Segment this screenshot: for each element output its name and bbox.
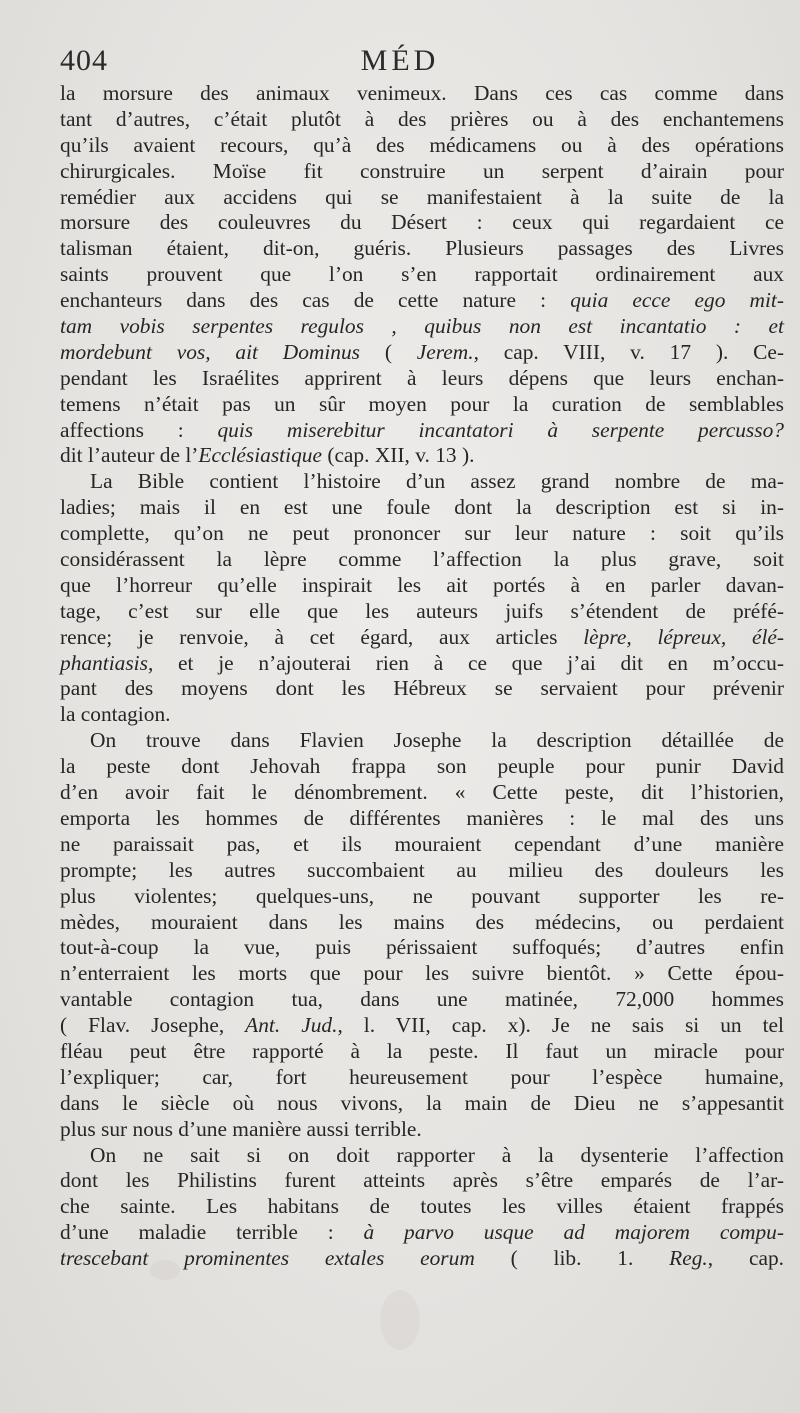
text-line	[60, 288, 784, 314]
text-run: chirurgicales. Moïse fit construire un serpent d’airain pour	[60, 158, 784, 183]
italic-text: à parvo usque ad majorem compu-	[363, 1220, 784, 1245]
italic-text: Reg.	[669, 1246, 708, 1271]
text-line	[60, 910, 784, 936]
text-line	[60, 961, 784, 987]
text-run: fléau peut être rapporté à la peste. Il faut un miracle pour	[60, 1038, 784, 1063]
text-run: n’enterraient les morts que pour les suivre bientôt. » Cette épou-	[60, 961, 784, 986]
text-line	[60, 1039, 784, 1065]
text-run: pant des moyens dont les Hébreux se servaient pour prévenir	[60, 676, 784, 701]
text-line	[60, 1220, 784, 1246]
text-run: , l. VII, cap. x). Je ne sais si un tel	[337, 1013, 784, 1038]
italic-text: Ant. Jud.	[245, 1013, 338, 1038]
text-line	[60, 159, 784, 185]
text-line	[60, 573, 784, 599]
text-line	[60, 443, 784, 469]
text-run: enchanteurs dans des cas de cette nature :	[60, 288, 571, 313]
text-line	[60, 469, 784, 495]
text-line	[60, 935, 784, 961]
text-line	[60, 133, 784, 159]
running-head: MÉD	[360, 44, 440, 77]
text-line	[60, 676, 784, 702]
text-run: , cap.	[707, 1246, 784, 1271]
text-run: rence; je renvoie, à cet égard, aux articles	[60, 624, 584, 649]
text-line	[60, 884, 784, 910]
text-line	[60, 392, 784, 418]
text-line	[60, 185, 784, 211]
text-line	[60, 858, 784, 884]
text-run: que l’horreur qu’elle inspirait les ait portés à en parler davan-	[60, 572, 784, 597]
text-line	[60, 1117, 784, 1143]
text-line	[60, 702, 784, 728]
text-line	[60, 625, 784, 651]
body-text	[60, 81, 784, 1272]
text-line	[60, 1013, 784, 1039]
text-run: la morsure des animaux venimeux. Dans ces cas comme dans	[60, 81, 784, 105]
text-line	[60, 754, 784, 780]
italic-text: Ecclésiastique	[198, 443, 322, 468]
text-line	[60, 728, 784, 754]
text-line	[60, 495, 784, 521]
text-run: tant d’autres, c’était plutôt à des prières ou à des enchantemens	[60, 106, 784, 131]
text-run: ( Flav. Josephe,	[60, 1013, 246, 1038]
text-run: che sainte. Les habitans de toutes les villes étaient frappés	[60, 1194, 784, 1219]
text-run: emporta les hommes de différentes manières : le mal des uns	[60, 805, 784, 830]
text-line	[60, 651, 784, 677]
text-run: remédier aux accidens qui se manifestaient à la suite de la	[60, 184, 784, 209]
text-line	[60, 210, 784, 236]
text-line	[60, 236, 784, 262]
text-run: (cap. XII, v. 13 ).	[321, 443, 475, 468]
text-run: considérassent la lèpre comme l’affection la plus grave, soit	[60, 547, 784, 572]
text-line	[60, 1194, 784, 1220]
text-run: qu’ils avaient recours, qu’à des médicamens ou à des opérations	[60, 132, 784, 157]
text-line	[60, 806, 784, 832]
italic-text: tam vobis serpentes regulos , quibus non est incantatio : et	[60, 314, 784, 339]
text-run: , et je n’ajouterai rien à ce que j’ai dit en m’occu-	[147, 650, 784, 675]
page-number: 404	[60, 44, 108, 77]
italic-text: phantiasis	[60, 650, 148, 675]
text-run: morsure des couleuvres du Désert : ceux qui regardaient ce	[60, 210, 784, 235]
text-run: affections :	[60, 417, 218, 442]
text-run: pendant les Israélites apprirent à leurs dépens que leurs enchan-	[60, 365, 784, 390]
text-line	[60, 1168, 784, 1194]
text-run: dans le siècle où nous vivons, la main de Dieu ne s’appesantit	[60, 1090, 784, 1115]
text-run: d’en avoir fait le dénombrement. « Cette peste, dit l’historien,	[60, 780, 784, 805]
text-run: ladies; mais il en est une foule dont la description est si in-	[60, 495, 784, 520]
italic-text: lèpre, lépreux, élé-	[583, 624, 785, 649]
italic-text: quis miserebitur incantatori à serpente percusso?	[217, 417, 784, 442]
text-line	[60, 366, 784, 392]
text-line	[60, 1065, 784, 1091]
text-run: plus violentes; quelques-uns, ne pouvant supporter les re-	[60, 883, 784, 908]
italic-text: Jerem.	[416, 339, 474, 364]
text-line	[60, 987, 784, 1013]
text-line	[60, 780, 784, 806]
text-run: (	[360, 339, 417, 364]
text-line	[60, 547, 784, 573]
text-line	[60, 1246, 784, 1272]
text-run: dont les Philistins furent atteints après s’être emparés de l’ar-	[60, 1168, 784, 1193]
text-run: temens n’était pas un sûr moyen pour la curation de semblables	[60, 391, 784, 416]
text-line	[60, 599, 784, 625]
text-run: d’une maladie terrible :	[60, 1220, 364, 1245]
text-line	[60, 521, 784, 547]
text-run: On trouve dans Flavien Josephe la description détaillée de	[90, 728, 784, 753]
text-line	[60, 340, 784, 366]
text-run: tage, c’est sur elle que les auteurs juifs s’étendent de préfé-	[60, 598, 784, 623]
text-run: ne paraissait pas, et ils mouraient cependant d’une manière	[60, 831, 784, 856]
text-run: complette, qu’on ne peut prononcer sur leur nature : soit qu’ils	[60, 521, 784, 546]
text-run: l’expliquer; car, fort heureusement pour l’espèce humaine,	[60, 1064, 784, 1089]
text-run: vantable contagion tua, dans une matinée, 72,000 hommes	[60, 987, 784, 1012]
text-line	[60, 262, 784, 288]
text-line	[60, 314, 784, 340]
text-line	[60, 1091, 784, 1117]
text-run: , cap. VIII, v. 17 ). Ce-	[473, 339, 784, 364]
text-line	[60, 832, 784, 858]
text-line	[60, 81, 784, 107]
text-run: prompte; les autres succombaient au milieu des douleurs les	[60, 857, 784, 882]
text-line	[60, 107, 784, 133]
text-run: On ne sait si on doit rapporter à la dysenterie l’affection	[90, 1142, 784, 1167]
text-run: la contagion.	[60, 702, 171, 727]
text-run: tout-à-coup la vue, puis périssaient suffoqués; d’autres enfin	[60, 935, 784, 960]
text-line	[60, 418, 784, 444]
text-run: talisman étaient, dit-on, guéris. Plusieurs passages des Livres	[60, 236, 784, 261]
text-run: La Bible contient l’histoire d’un assez grand nombre de ma-	[90, 469, 784, 494]
text-run: la peste dont Jehovah frappa son peuple pour punir David	[60, 754, 784, 779]
text-run: ( lib. 1.	[474, 1246, 670, 1271]
text-run: dit l’auteur de l’	[60, 443, 199, 468]
paper-stain	[380, 1290, 420, 1350]
italic-text: mordebunt vos, ait Dominus	[60, 339, 361, 364]
text-run: plus sur nous d’une manière aussi terrible.	[60, 1116, 422, 1141]
text-run: saints prouvent que l’on s’en rapportait ordinairement aux	[60, 262, 784, 287]
text-line	[60, 1143, 784, 1169]
text-run: mèdes, mouraient dans les mains des médecins, ou perdaient	[60, 909, 784, 934]
italic-text: trescebant prominentes extales eorum	[60, 1246, 475, 1271]
italic-text: quia ecce ego mit-	[570, 288, 784, 313]
